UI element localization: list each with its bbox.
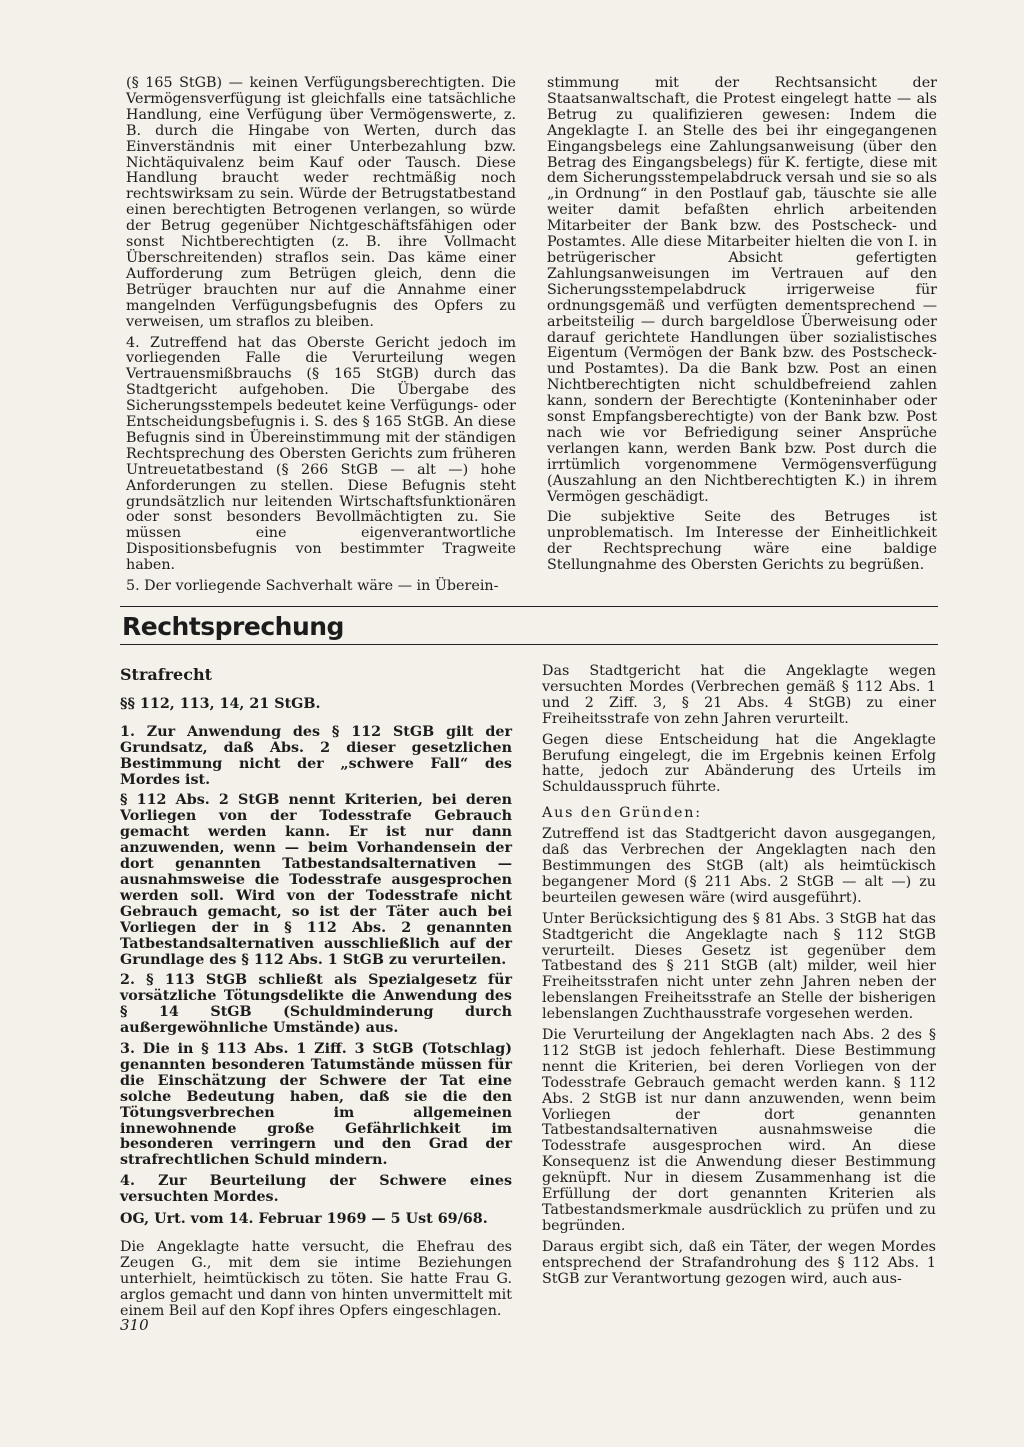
paragraph: 5. Der vorliegende Sachverhalt wäre — in Überein- — [126, 578, 499, 595]
headnotes — [120, 725, 512, 1206]
paragraph: Gegen diese Entscheidung hat die Angeklagte Berufung eingelegt, die im Ergebnis keinen Erfolg hatte, jedoch zur Abänderung des Urteils im Schuldausspruch führte. — [542, 731, 936, 796]
statute-reference: §§ 112, 113, 14, 21 StGB. — [120, 695, 321, 712]
court-decision-line: OG, Urt. vom 14. Februar 1969 — 5 Ust 69/68. — [120, 1211, 488, 1228]
headnote: 2. § 113 StGB schließt als Spezialgesetz für vorsätzliche Tötungsdelikte die Anwendung des § 14 StGB (Schuldminderung durch außergewöhnliche Umstände) aus. — [120, 972, 512, 1037]
paragraph: 4. Zutreffend hat das Oberste Gericht jedoch im vorliegenden Falle die Verurteilung wegen Vertrauensmißbrauchs (§ 165 StGB) durch das Stadtgericht aufgehoben. Die Übergabe des Sicherungsstempels bedeutet keine Verfügungs- oder Entscheidungsbefugnis i. S. des § 165 StGB. An diese Befugnis sind in Übereinstimmung mit der ständigen Rechtsprechung des Obersten Gerichts zum früheren Untreuetatbestand (§ 266 StGB — alt —) hohe Anforderungen zu stellen. Diese Befugnis steht grundsätzlich nur leitenden Wirtschaftsfunktionären oder sonst besonders Bevollmächtigten zu. Sie müssen eine eigenverantwortliche Dispositionsbefugnis von bestimmter Tragweite haben. — [126, 334, 516, 574]
section-rule-bottom — [120, 644, 938, 645]
paragraph: stimmung mit der Rechtsansicht der Staatsanwaltschaft, die Protest eingelegt hatte — als Betrug zu qualifizieren gewesen: Indem die Angeklagte I. an Stelle des bei ihr eingegangenen Eingangsbelegs eine Zahlungsanweisung (über den Betrag des Eingangsbelegs) für K. fertigte, diese mit dem Sicherungsstempelabdruck versah und sie so als „in Ordnung“ in den Postlauf gab, täuschte sie alle weiter damit befaßten ehrlich arbeitenden Mitarbeiter der Bank bzw. des Postscheck- und Postamtes. Alle diese Mitarbeiter hielten die von I. in betrügerischer Absicht gefertigten Zahlungsanweisungen im Vertrauen auf den Sicherungsstempelabdruck irrigerweise für ordnungsgemäß und verfügten dementsprechend — arbeitsteilig — durch bargeldlose Überweisung oder darauf gerichtete Handlungen über sozialistisches Eigentum (Vermögen der Bank bzw. des Postscheck- und Postamtes). Da die Bank bzw. Post an einen Nichtberechtigten nicht schuldbefreiend zahlen kann, sondern der Berechtigte (Konteninhaber oder sonst Empfangsberechtigte) von der Bank bzw. Post nach wie vor Befriedigung seiner Ansprüche verlangen kann, werden Bank bzw. Post durch die irrtümlich vorgenommene Vermögensverfügung (Auszahlung an den Nichtberechtigten K.) in ihrem Vermögen geschädigt. — [547, 75, 937, 505]
headnote: 3. Die in § 113 Abs. 1 Ziff. 3 StGB (Totschlag) genannten besonderen Tatumstände müssen für die Einschätzung der Schwere der Tat eine solche Bedeutung haben, daß sie die den Tötungsverbrechen im allgemeinen innewohnende große Gefährlichkeit im besonderen verringern und den Grad der strafrechtlichen Schuld mindern. — [120, 1041, 512, 1169]
subheading-strafrecht: Strafrecht — [120, 665, 212, 684]
section-heading: Rechtsprechung — [122, 612, 344, 641]
top-left-column — [126, 76, 516, 595]
paragraph: Zutreffend ist das Stadtgericht davon ausgegangen, daß das Verbrechen der Angeklagten nach den Bestimmungen des StGB (alt) als heimtückisch begangener Mord (§ 211 Abs. 2 StGB — alt —) zu beurteilen gewesen wäre (wird ausgeführt). — [542, 826, 936, 906]
paragraph: Die Angeklagte hatte versucht, die Ehefrau des Zeugen G., mit dem sie intime Beziehungen unterhielt, heimtückisch zu töten. Sie hatte Frau G. arglos gemacht und dann von hinten unvermittelt mit einem Beil auf den Kopf ihres Opfers eingeschlagen. — [120, 1239, 512, 1319]
paragraph: Die subjektive Seite des Betruges ist unproblematisch. Im Interesse der Einheitlichkeit der Rechtsprechung wäre eine baldige Stellungnahme des Obersten Gerichts zu begrüßen. — [547, 509, 937, 574]
headnote: 4. Zur Beurteilung der Schwere eines versuchten Mordes. — [120, 1173, 512, 1206]
paragraph: Unter Berücksichtigung des § 81 Abs. 3 StGB hat das Stadtgericht die Angeklagte nach § 112 StGB verurteilt. Dieses Gesetz ist gegenüber dem Tatbestand des § 211 StGB (alt) milder, weil hier Freiheitsstrafen nicht unter zehn Jahren neben der lebenslangen Freiheitsstrafe an Stelle der bisherigen lebenslangen Zuchthausstrafe vorgesehen werden. — [542, 910, 936, 1023]
bottom-right-column — [542, 664, 936, 1288]
grounds-heading: Aus den Gründen: — [542, 805, 702, 822]
page-number: 310 — [120, 1316, 149, 1334]
section-rule-top — [120, 606, 938, 607]
bottom-left-column — [120, 664, 512, 1325]
headnote: 1. Zur Anwendung des § 112 StGB gilt der Grundsatz, daß Abs. 2 dieser gesetzlichen Bestimmung nicht der „schwere Fall“ des Mordes ist. — [120, 723, 512, 788]
headnote: § 112 Abs. 2 StGB nennt Kriterien, bei deren Vorliegen von der Todesstrafe Gebrauch gemacht werden kann. Er ist nur dann anzuwenden, wenn — beim Vorhandensein der dort genannten Tatbestandsalternativen — ausnahmsweise die Todesstrafe ausgesprochen werden soll. Wird von der Todesstrafe nicht Gebrauch gemacht, so ist der Täter auch bei Vorliegen der in § 112 Abs. 2 genannten Tatbestandsalternativen ausschließlich auf der Grundlage des § 112 Abs. 1 StGB zu verurteilen. — [120, 792, 512, 968]
paragraph: Daraus ergibt sich, daß ein Täter, der wegen Mordes entsprechend der Strafandrohung des § 112 Abs. 1 StGB zur Verantwortung gezogen wird, auch aus- — [542, 1238, 936, 1287]
paragraph: Das Stadtgericht hat die Angeklagte wegen versuchten Mordes (Verbrechen gemäß § 112 Abs. 1 und 2 Ziff. 3, § 21 Abs. 4 StGB) zu einer Freiheitsstrafe von zehn Jahren verurteilt. — [542, 663, 936, 727]
paragraph: Die Verurteilung der Angeklagten nach Abs. 2 des § 112 StGB ist jedoch fehlerhaft. Diese Bestimmung nennt die Kriterien, bei deren Vorliegen von der Todesstrafe Gebrauch gemacht werden kann. § 112 Abs. 2 StGB ist nur dann anzuwenden, wenn beim Vorliegen der dort genannten Tatbestandsalternativen ausnahmsweise die Todesstrafe ausgesprochen wird. An diese Konsequenz ist die Anwendung dieser Bestimmung geknüpft. Nur in diesem Zusammenhang ist die Erfüllung der dort genannten Kriterien als Tatbestandsmerkmale ausdrücklich zu prüfen und zu begründen. — [542, 1027, 936, 1234]
top-right-column — [547, 76, 937, 579]
paragraph: (§ 165 StGB) — keinen Verfügungsberechtigten. Die Vermögensverfügung ist gleichfalls eine tatsächliche Handlung, eine Verfügung über Vermögenswerte, z. B. durch die Hingabe von Werten, durch das Einverständnis mit einer Unterbezahlung bzw. Nichtäquivalenz beim Kauf oder Tausch. Diese Handlung braucht weder rechtmäßig noch rechtswirksam zu sein. Würde der Betrugstatbestand einen berechtigten Betrogenen verlangen, so würde der Betrug gegenüber Nichtgeschäftsfähigen oder sonst Nichtberechtigten (z. B. ihre Vollmacht Überschreitenden) straflos sein. Das käme einer Aufforderung zum Betrügen gleich, denn die Betrüger brauchten nur auf die Annahme einer mangelnden Verfügungsbefugnis des Opfers zu verweisen, um straflos zu bleiben. — [126, 75, 516, 330]
